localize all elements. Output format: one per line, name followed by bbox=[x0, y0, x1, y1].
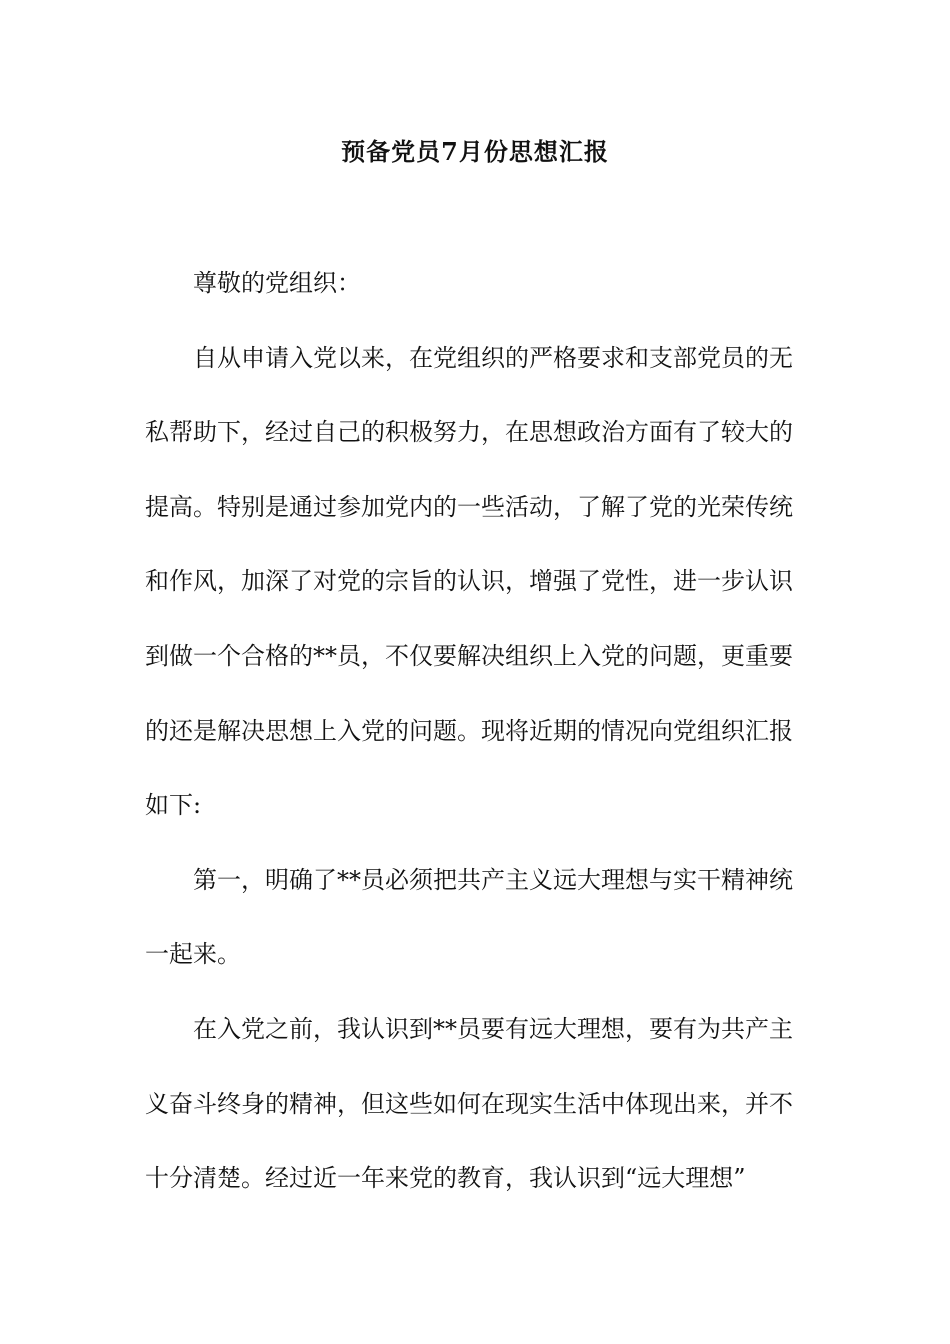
body-line: 十分清楚。经过近一年来党的教育，我认识到“远大理想” bbox=[145, 1164, 746, 1193]
body-line: 提高。特别是通过参加党内的一些活动，了解了党的光荣传统 bbox=[145, 492, 793, 521]
body-line: 和作风，加深了对党的宗旨的认识，增强了党性，进一步认识 bbox=[145, 567, 793, 596]
document-title: 预备党员7月份思想汇报 bbox=[341, 137, 609, 166]
body-line: 自从申请入党以来，在党组织的严格要求和支部党员的无 bbox=[193, 343, 793, 372]
body-line: 私帮助下，经过自己的积极努力，在思想政治方面有了较大的 bbox=[145, 418, 793, 447]
body-line: 第一，明确了**员必须把共产主义远大理想与实干精神统 bbox=[193, 865, 793, 894]
body-line: 在入党之前，我认识到**员要有远大理想，要有为共产主 bbox=[193, 1014, 793, 1043]
document-body bbox=[145, 246, 805, 1216]
body-line: 义奋斗终身的精神，但这些如何在现实生活中体现出来，并不 bbox=[145, 1089, 793, 1118]
body-line: 如下: bbox=[145, 791, 202, 820]
body-line: 到做一个合格的**员，不仅要解决组织上入党的问题，更重要 bbox=[145, 641, 793, 670]
body-line: 的还是解决思想上入党的问题。现将近期的情况向党组织汇报 bbox=[145, 716, 793, 745]
body-line: 尊敬的党组织： bbox=[193, 269, 361, 297]
body-line: 一起来。 bbox=[145, 940, 241, 969]
